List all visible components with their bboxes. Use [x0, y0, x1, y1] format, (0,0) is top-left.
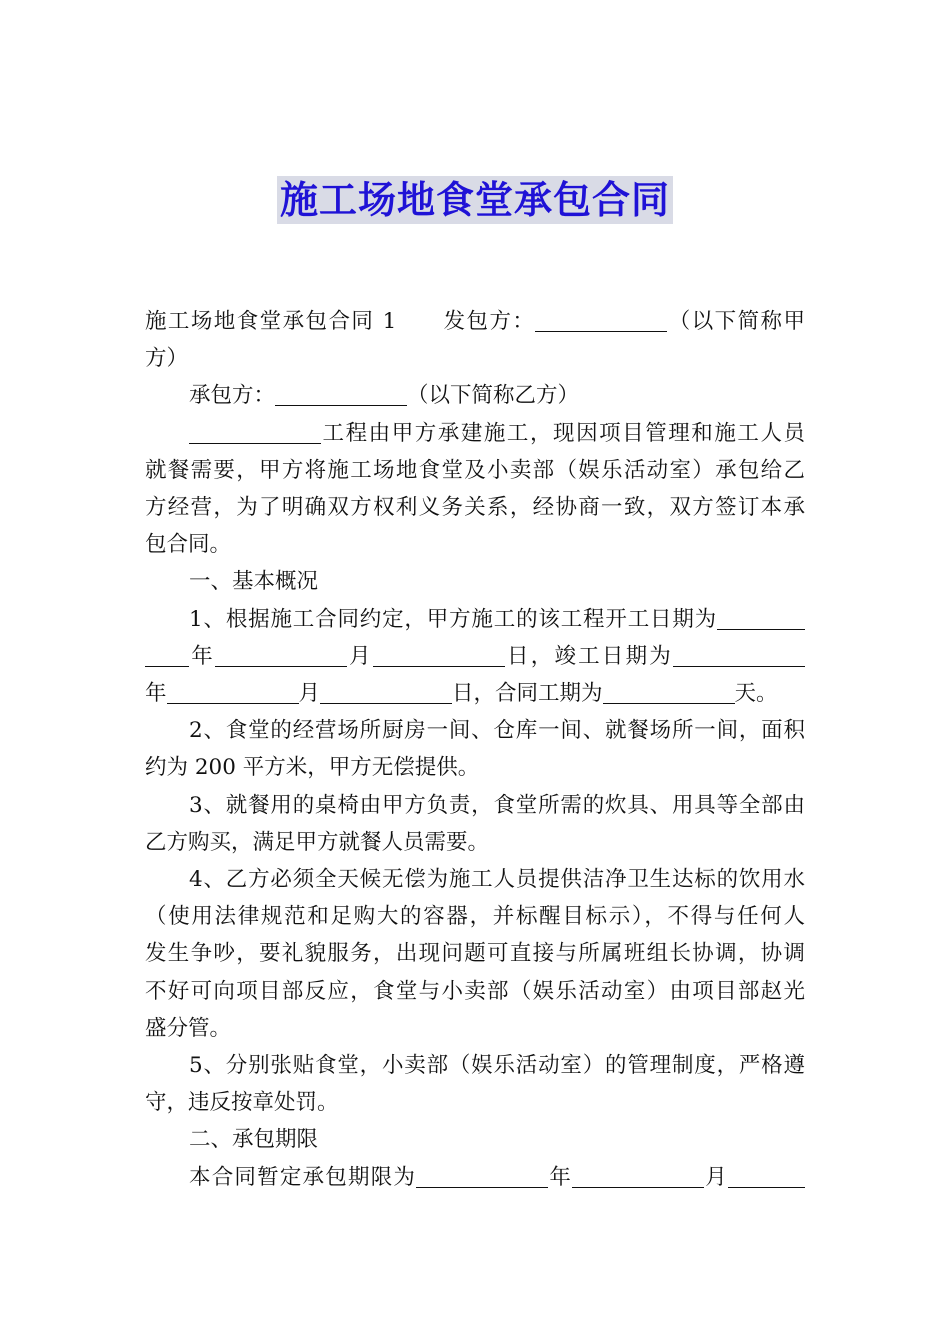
section-heading: 一、基本概况: [189, 569, 319, 595]
document-body: [145, 303, 805, 1196]
text-line: 方经营，为了明确双方权利义务关系，经协商一致，双方签订本承: [145, 495, 805, 521]
fill-in-blank: [145, 644, 189, 667]
fill-in-blank: [167, 682, 299, 705]
section-heading: 二、承包期限: [189, 1127, 319, 1153]
document-title: 施工场地食堂承包合同: [277, 176, 673, 224]
text-line: 5、分别张贴食堂，小卖部（娱乐活动室）的管理制度，严格遵: [189, 1053, 805, 1079]
fill-in-blank: [416, 1165, 548, 1188]
text-line: 不好可向项目部反应，食堂与小卖部（娱乐活动室）由项目部赵光: [145, 978, 805, 1004]
text-line: 本合同暂定承包期限为 年 月: [145, 1159, 805, 1196]
text-line: 约为 200 平方米，甲方无偿提供。: [145, 755, 480, 781]
text-line: 发生争吵，要礼貌服务，出现问题可直接与所属班组长协调，协调: [145, 941, 805, 967]
text-line: 4、乙方必须全天候无偿为施工人员提供洁净卫生达标的饮用水: [189, 867, 805, 893]
fill-in-blank: [320, 682, 452, 705]
text-line: 2、食堂的经营场所厨房一间、仓库一间、就餐场所一间，面积: [189, 718, 805, 744]
text-line: 乙方购买，满足甲方就餐人员需要。: [145, 829, 490, 855]
text-line: 3、就餐用的桌椅由甲方负责，食堂所需的炊具、用具等全部由: [189, 792, 805, 818]
fill-in-blank: [535, 310, 667, 333]
text-line: 年 月 日，竣工日期为: [145, 638, 805, 675]
title-container: [0, 176, 950, 224]
fill-in-blank: [572, 1165, 704, 1188]
text-line: 年 月 日，合同工期为 天。: [145, 681, 778, 707]
text-line: 承包方： （以下简称乙方）: [189, 383, 580, 409]
fill-in-blank: [189, 421, 321, 444]
text-line: 1、根据施工合同约定，甲方施工的该工程开工日期为: [145, 601, 805, 638]
fill-in-blank: [373, 644, 505, 667]
text-line: 包合同。: [145, 532, 232, 558]
fill-in-blank: [717, 607, 805, 630]
fill-in-blank: [728, 1165, 805, 1188]
fill-in-blank: [215, 644, 347, 667]
text-line: 施工场地食堂承包合同 1 发包方： （以下简称甲: [145, 309, 805, 334]
text-line: 盛分管。: [145, 1015, 232, 1041]
text-line: 方）: [145, 346, 189, 372]
fill-in-blank: [673, 644, 805, 667]
fill-in-blank: [275, 384, 407, 407]
text-line: 守，违反按章处罚。: [145, 1090, 339, 1116]
fill-in-blank: [603, 682, 735, 705]
text-line: 就餐需要，甲方将施工场地食堂及小卖部（娱乐活动室）承包给乙: [145, 457, 805, 483]
text-line: 工程由甲方承建施工，现因项目管理和施工人员: [145, 415, 805, 452]
text-line: （使用法律规范和足购大的容器，并标醒目标示），不得与任何人: [145, 904, 805, 930]
